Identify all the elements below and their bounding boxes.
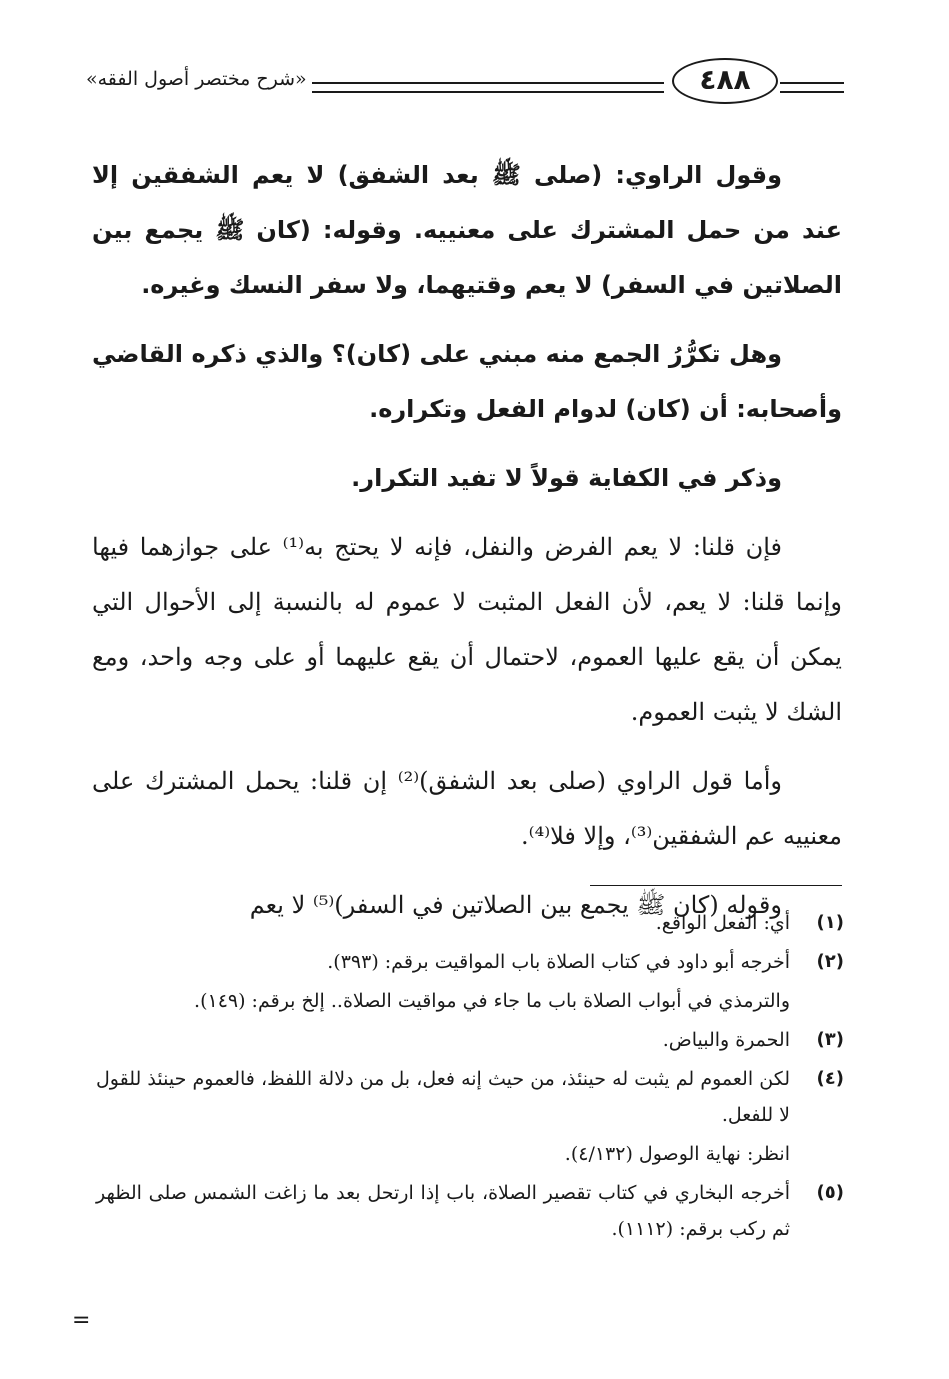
running-title: «شرح مختصر أصول الفقه» xyxy=(86,68,307,90)
footnote-number: (٢) xyxy=(816,951,844,972)
footnote-1 xyxy=(96,905,844,941)
footnote-number: (٤) xyxy=(816,1068,844,1089)
footnote-separator xyxy=(590,885,842,886)
footnote-4 xyxy=(96,1061,844,1133)
footnote-text: أخرجه البخاري في كتاب تقصير الصلاة، باب إذا ارتحل بعد ما زاغت الشمس صلى الظهر ثم ركب برقم: (١١١٢). xyxy=(96,1182,790,1240)
footnote-number: (٥) xyxy=(816,1182,844,1203)
paragraph-5: وأما قول الراوي (صلى بعد الشفق)⁽²⁾ إن قلنا: يحمل المشترك على معنييه عم الشفقين⁽³⁾، وإلا فلا⁽⁴⁾. xyxy=(92,767,842,850)
main-text xyxy=(92,148,842,947)
header-rule-right xyxy=(780,82,844,93)
page-header xyxy=(80,52,850,116)
page-number: ٤٨٨ xyxy=(672,58,778,104)
footnote-4-continuation xyxy=(96,1136,844,1172)
footnote-2-continuation xyxy=(96,983,844,1019)
footnote-text: انظر: نهاية الوصول (٤/١٣٢). xyxy=(564,1143,790,1165)
paragraph-4: فإن قلنا: لا يعم الفرض والنفل، فإنه لا يحتج به⁽¹⁾ على جوازهما فيها وإنما قلنا: لا يعم، لأن الفعل المثبت لا عموم له بالنسبة إلى الأحوال التي يمكن أن يقع عليها العموم، لاحتمال أن يقع عليهما أو على وجه واحد، ومع الشك لا يثبت العموم. xyxy=(92,533,842,726)
footnote-2 xyxy=(96,944,844,980)
footnote-text: أي: الفعل الواقع. xyxy=(655,912,790,934)
footnote-text: لكن العموم لم يثبت له حينئذ، من حيث إنه فعل، بل من دلالة اللفظ، فالعموم حينئذ للقول لا للفعل. xyxy=(96,1068,790,1126)
footnote-text: والترمذي في أبواب الصلاة باب ما جاء في مواقيت الصلاة.. إلخ برقم: (١٤٩). xyxy=(194,990,790,1012)
footnote-number: (٣) xyxy=(816,1029,844,1050)
footnotes xyxy=(96,905,844,1250)
paragraph-1: وقول الراوي: (صلى ﷺ بعد الشفق) لا يعم الشفقين إلا عند من حمل المشترك على معنييه. وقوله: (كان ﷺ يجمع بين الصلاتين في السفر) لا يعم وقتيهما، ولا سفر النسك وغيره. xyxy=(92,161,842,299)
header-rule-left xyxy=(312,82,664,93)
paragraph-2: وهل تكرُّرُ الجمع منه مبني على (كان)؟ والذي ذكره القاضي وأصحابه: أن (كان) لدوام الفعل وتكراره. xyxy=(92,340,842,423)
paragraph-3: وذكر في الكفاية قولاً لا تفيد التكرار. xyxy=(351,464,782,492)
footnote-number: (١) xyxy=(816,912,844,933)
footnote-5 xyxy=(96,1175,844,1247)
paragraph-6: وقوله (كان ﷺ يجمع بين الصلاتين في السفر)⁽⁵⁾ لا يعم xyxy=(249,891,782,919)
continuation-mark: = xyxy=(72,1308,91,1333)
footnote-3 xyxy=(96,1022,844,1058)
footnote-text: الحمرة والبياض. xyxy=(662,1029,790,1051)
footnote-text: أخرجه أبو داود في كتاب الصلاة باب المواقيت برقم: (٣٩٣). xyxy=(327,951,790,973)
